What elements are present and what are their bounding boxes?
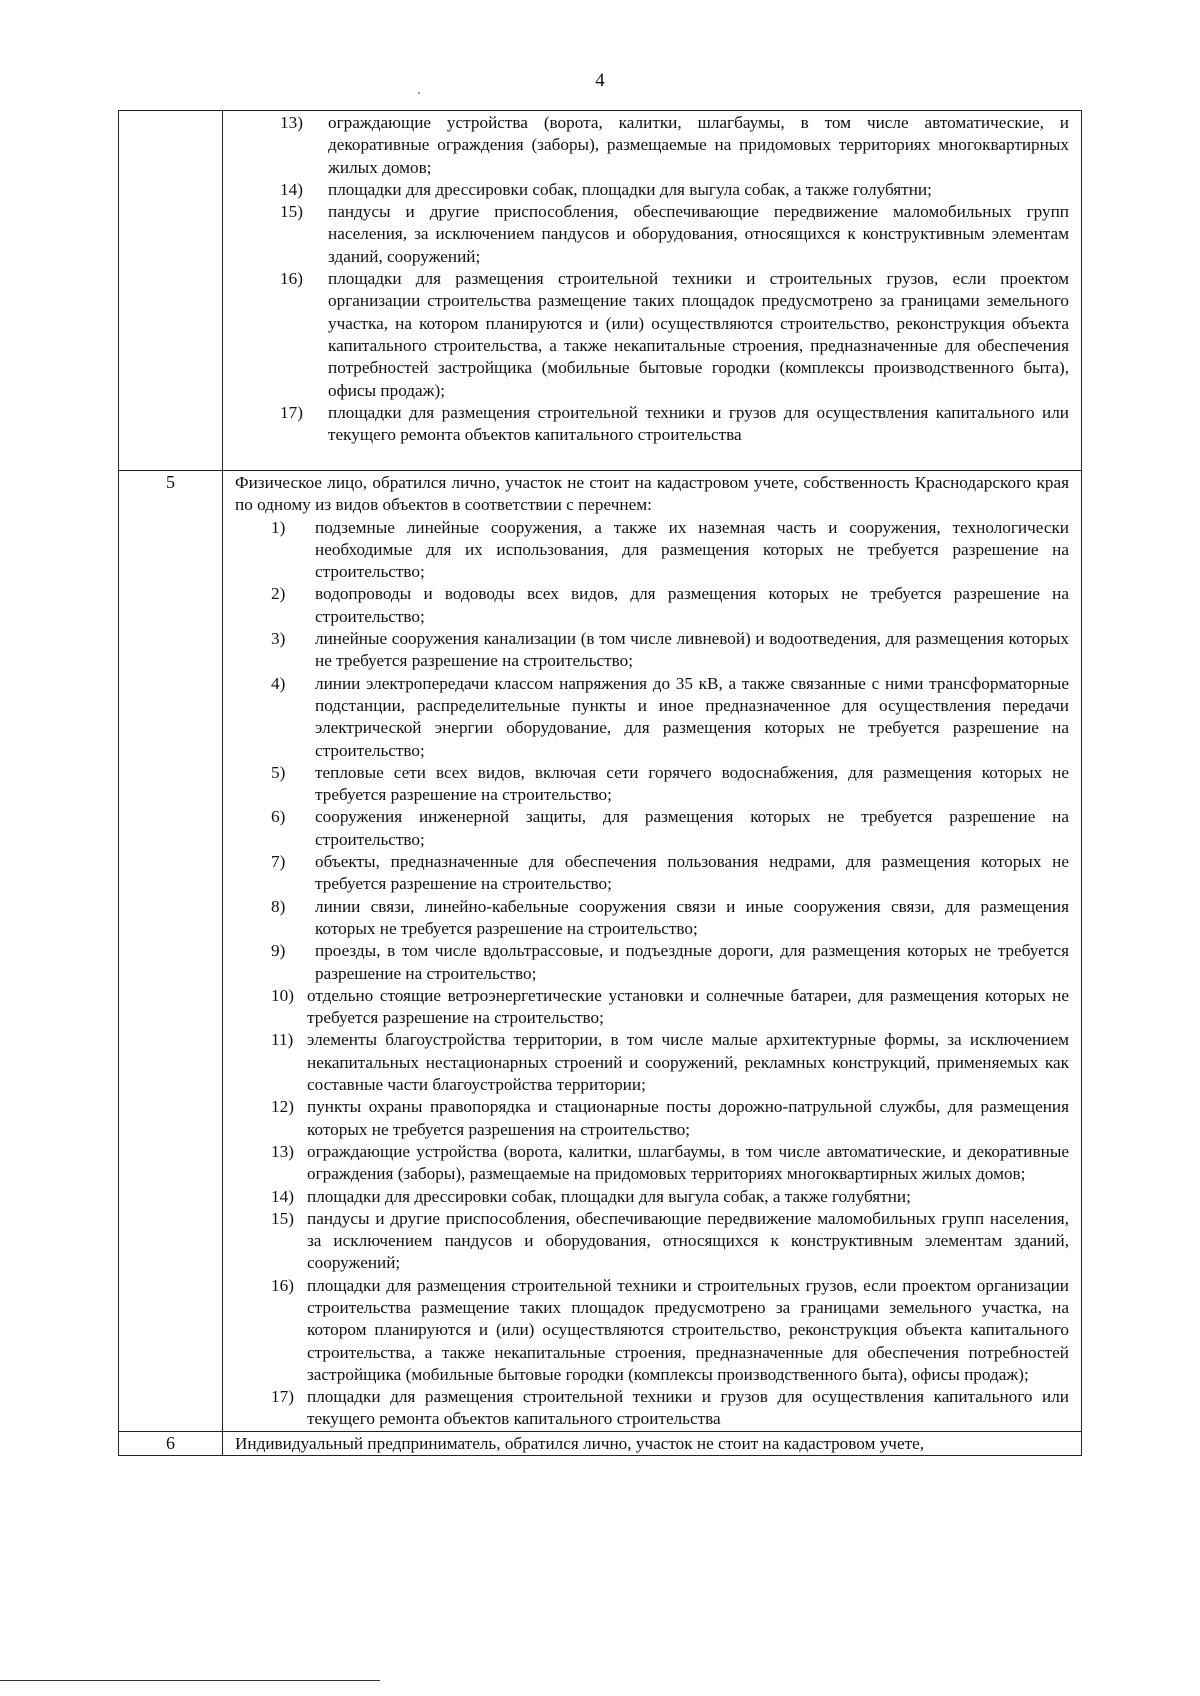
list-item [235, 1029, 1069, 1096]
row-number-cell [119, 111, 223, 471]
item-text: проезды, в том числе вдольтрассовые, и подъездные дороги, для размещения которых не требуется разрешение на строительство; [315, 941, 1069, 983]
list-item [235, 762, 1069, 807]
item-text: линейные сооружения канализации (в том числе ливневой) и водоотведения, для размещения которых не требуется разрешение на строительство; [315, 629, 1069, 671]
item-number: 15) [280, 202, 303, 222]
services-table [118, 110, 1082, 1456]
item-number: 14) [271, 1186, 294, 1206]
list-item [235, 1386, 1069, 1431]
row-number-cell [119, 471, 223, 1432]
row-content-cell [223, 1431, 1082, 1455]
list-item [235, 806, 1069, 851]
item-number: 6) [271, 807, 286, 827]
row-number: 5 [166, 472, 175, 492]
row-content-cell [223, 111, 1082, 471]
item-number: 8) [271, 896, 286, 916]
item-text: площадки для дрессировки собак, площадки для выгула собак, а также голубятни; [328, 179, 932, 199]
item-number: 10) [271, 985, 294, 1005]
item-text: площадки для размещения строительной техники и строительных грузов, если проектом организации строительства размещение таких площадок предусмотрено за границами земельного участка, на котором планируются и (или) осуществляются строительство, реконструкция объекта капитального строительства, а также некапитальные строения, предназначенные для обеспечения потребностей застройщика (мобильные бытовые городки (комплексы производственного быта), офисы продаж); [307, 1275, 1069, 1384]
item-text: линии электропередачи классом напряжения до 35 кВ, а также связанные с ними трансформаторные подстанции, распределительные пункты и иное предназначенное для осуществления передачи электрической энергии оборудование, для размещения которых не требуется разрешение на строительство; [315, 673, 1069, 760]
item-number: 5) [271, 762, 286, 782]
item-number: 1) [271, 517, 286, 537]
item-number: 11) [271, 1030, 294, 1050]
item-text: ограждающие устройства (ворота, калитки, шлагбаумы, в том числе автоматические, и декоративные ограждения (заборы), размещаемые на придомовых территориях многоквартирных жилых домов; [307, 1141, 1069, 1184]
list-item [235, 112, 1069, 179]
item-text: площадки для размещения строительной техники и грузов для осуществления капитального или текущего ремонта объектов капитального строительства [328, 402, 1069, 445]
item-text: ограждающие устройства (ворота, калитки, шлагбаумы, в том числе автоматические, и декоративные ограждения (заборы), размещаемые на придомовых территориях многоквартирных жилых домов; [328, 113, 1069, 177]
item-number: 17) [280, 402, 303, 422]
item-list [235, 112, 1069, 446]
item-number: 12) [271, 1097, 294, 1117]
list-item [235, 1275, 1069, 1386]
item-text: пункты охраны правопорядка и стационарные посты дорожно-патрульной службы, для размещения которых не требуется разрешения на строительство; [307, 1097, 1069, 1139]
item-text: площадки для дрессировки собак, площадки для выгула собак, а также голубятни; [307, 1186, 911, 1206]
item-text: отдельно стоящие ветроэнергетические установки и солнечные батареи, для размещения которых не требуется разрешение на строительство; [307, 985, 1069, 1028]
item-text: тепловые сети всех видов, включая сети горячего водоснабжения, для размещения которых не требуется разрешение на строительство; [315, 762, 1069, 805]
item-number: 9) [271, 941, 286, 961]
item-list [235, 517, 1069, 1431]
item-number: 3) [271, 629, 286, 649]
item-number: 13) [280, 113, 303, 132]
table-row [119, 1431, 1082, 1455]
row-content-cell [223, 471, 1082, 1432]
item-text: линии связи, линейно-кабельные сооружения связи и иные сооружения связи, для размещения которых не требуется разрешение на строительство; [315, 896, 1069, 938]
list-item [235, 402, 1069, 447]
item-number: 15) [271, 1208, 294, 1228]
item-number: 17) [271, 1387, 294, 1407]
row-lead-text: Физическое лицо, обратился лично, участок не стоит на кадастровом учете, собственность Краснодарского края по одному из видов объектов в соответствии с перечнем: [235, 473, 1069, 515]
list-item [235, 1208, 1069, 1275]
item-number: 16) [280, 269, 303, 289]
table-row [119, 111, 1082, 471]
item-number: 16) [271, 1275, 294, 1295]
row-number: 6 [166, 1432, 175, 1453]
item-text: сооружения инженерной защиты, для размещения которых не требуется разрешение на строительство; [315, 807, 1069, 849]
item-number: 2) [271, 584, 286, 604]
item-number: 14) [280, 179, 303, 199]
row-lead-text: Индивидуальный предприниматель, обратился лично, участок не стоит на кадастровом учете, [235, 1433, 925, 1453]
item-text: элементы благоустройства территории, в том числе малые архитектурные формы, за исключением некапитальных нестационарных строений и сооружений, рекламных конструкций, применяемых как составные части благоустройства территории; [307, 1030, 1069, 1095]
list-item [235, 896, 1069, 941]
list-item [235, 201, 1069, 268]
list-item [235, 179, 1069, 201]
list-item [235, 1096, 1069, 1141]
list-item [235, 985, 1069, 1030]
scan-mark [418, 92, 420, 94]
footnote-separator [0, 1680, 380, 1681]
list-item [235, 583, 1069, 628]
item-number: 7) [271, 852, 286, 872]
item-text: пандусы и другие приспособления, обеспечивающие передвижение маломобильных групп населения, за исключением пандусов и оборудования, относящихся к конструктивным элементам зданий, сооружений; [328, 202, 1069, 266]
table-row [119, 471, 1082, 1432]
list-item [235, 628, 1069, 673]
list-item [235, 1186, 1069, 1208]
item-number: 13) [271, 1141, 294, 1161]
item-text: пандусы и другие приспособления, обеспечивающие передвижение маломобильных групп населения, за исключением пандусов и оборудования, относящихся к конструктивным элементам зданий, сооружений; [307, 1208, 1069, 1273]
page-number: 4 [595, 70, 605, 91]
item-text: объекты, предназначенные для обеспечения пользования недрами, для размещения которых не требуется разрешение на строительство; [315, 852, 1069, 894]
row-number-cell [119, 1431, 223, 1455]
item-number: 4) [271, 673, 286, 693]
list-item [235, 851, 1069, 896]
item-text: подземные линейные сооружения, а также их наземная часть и сооружения, технологически необходимые для их использования, для размещения которых не требуется разрешение на строительство; [315, 517, 1069, 582]
list-item [235, 517, 1069, 584]
list-item [235, 268, 1069, 402]
list-item [235, 940, 1069, 985]
item-text: водопроводы и водоводы всех видов, для размещения которых не требуется разрешение на строительство; [315, 584, 1069, 626]
list-item [235, 673, 1069, 762]
item-text: площадки для размещения строительной техники и грузов для осуществления капитального или текущего ремонта объектов капитального строительства [307, 1387, 1069, 1429]
list-item [235, 1141, 1069, 1186]
item-text: площадки для размещения строительной техники и строительных грузов, если проектом организации строительства размещение таких площадок предусмотрено за границами земельного участка, на котором планируются и (или) осуществляются строительство, реконструкция объекта капитального строительства, а также некапитальные строения, предназначенные для обеспечения потребностей застройщика (мобильные бытовые городки (комплексы производственного быта), офисы продаж); [328, 269, 1069, 400]
